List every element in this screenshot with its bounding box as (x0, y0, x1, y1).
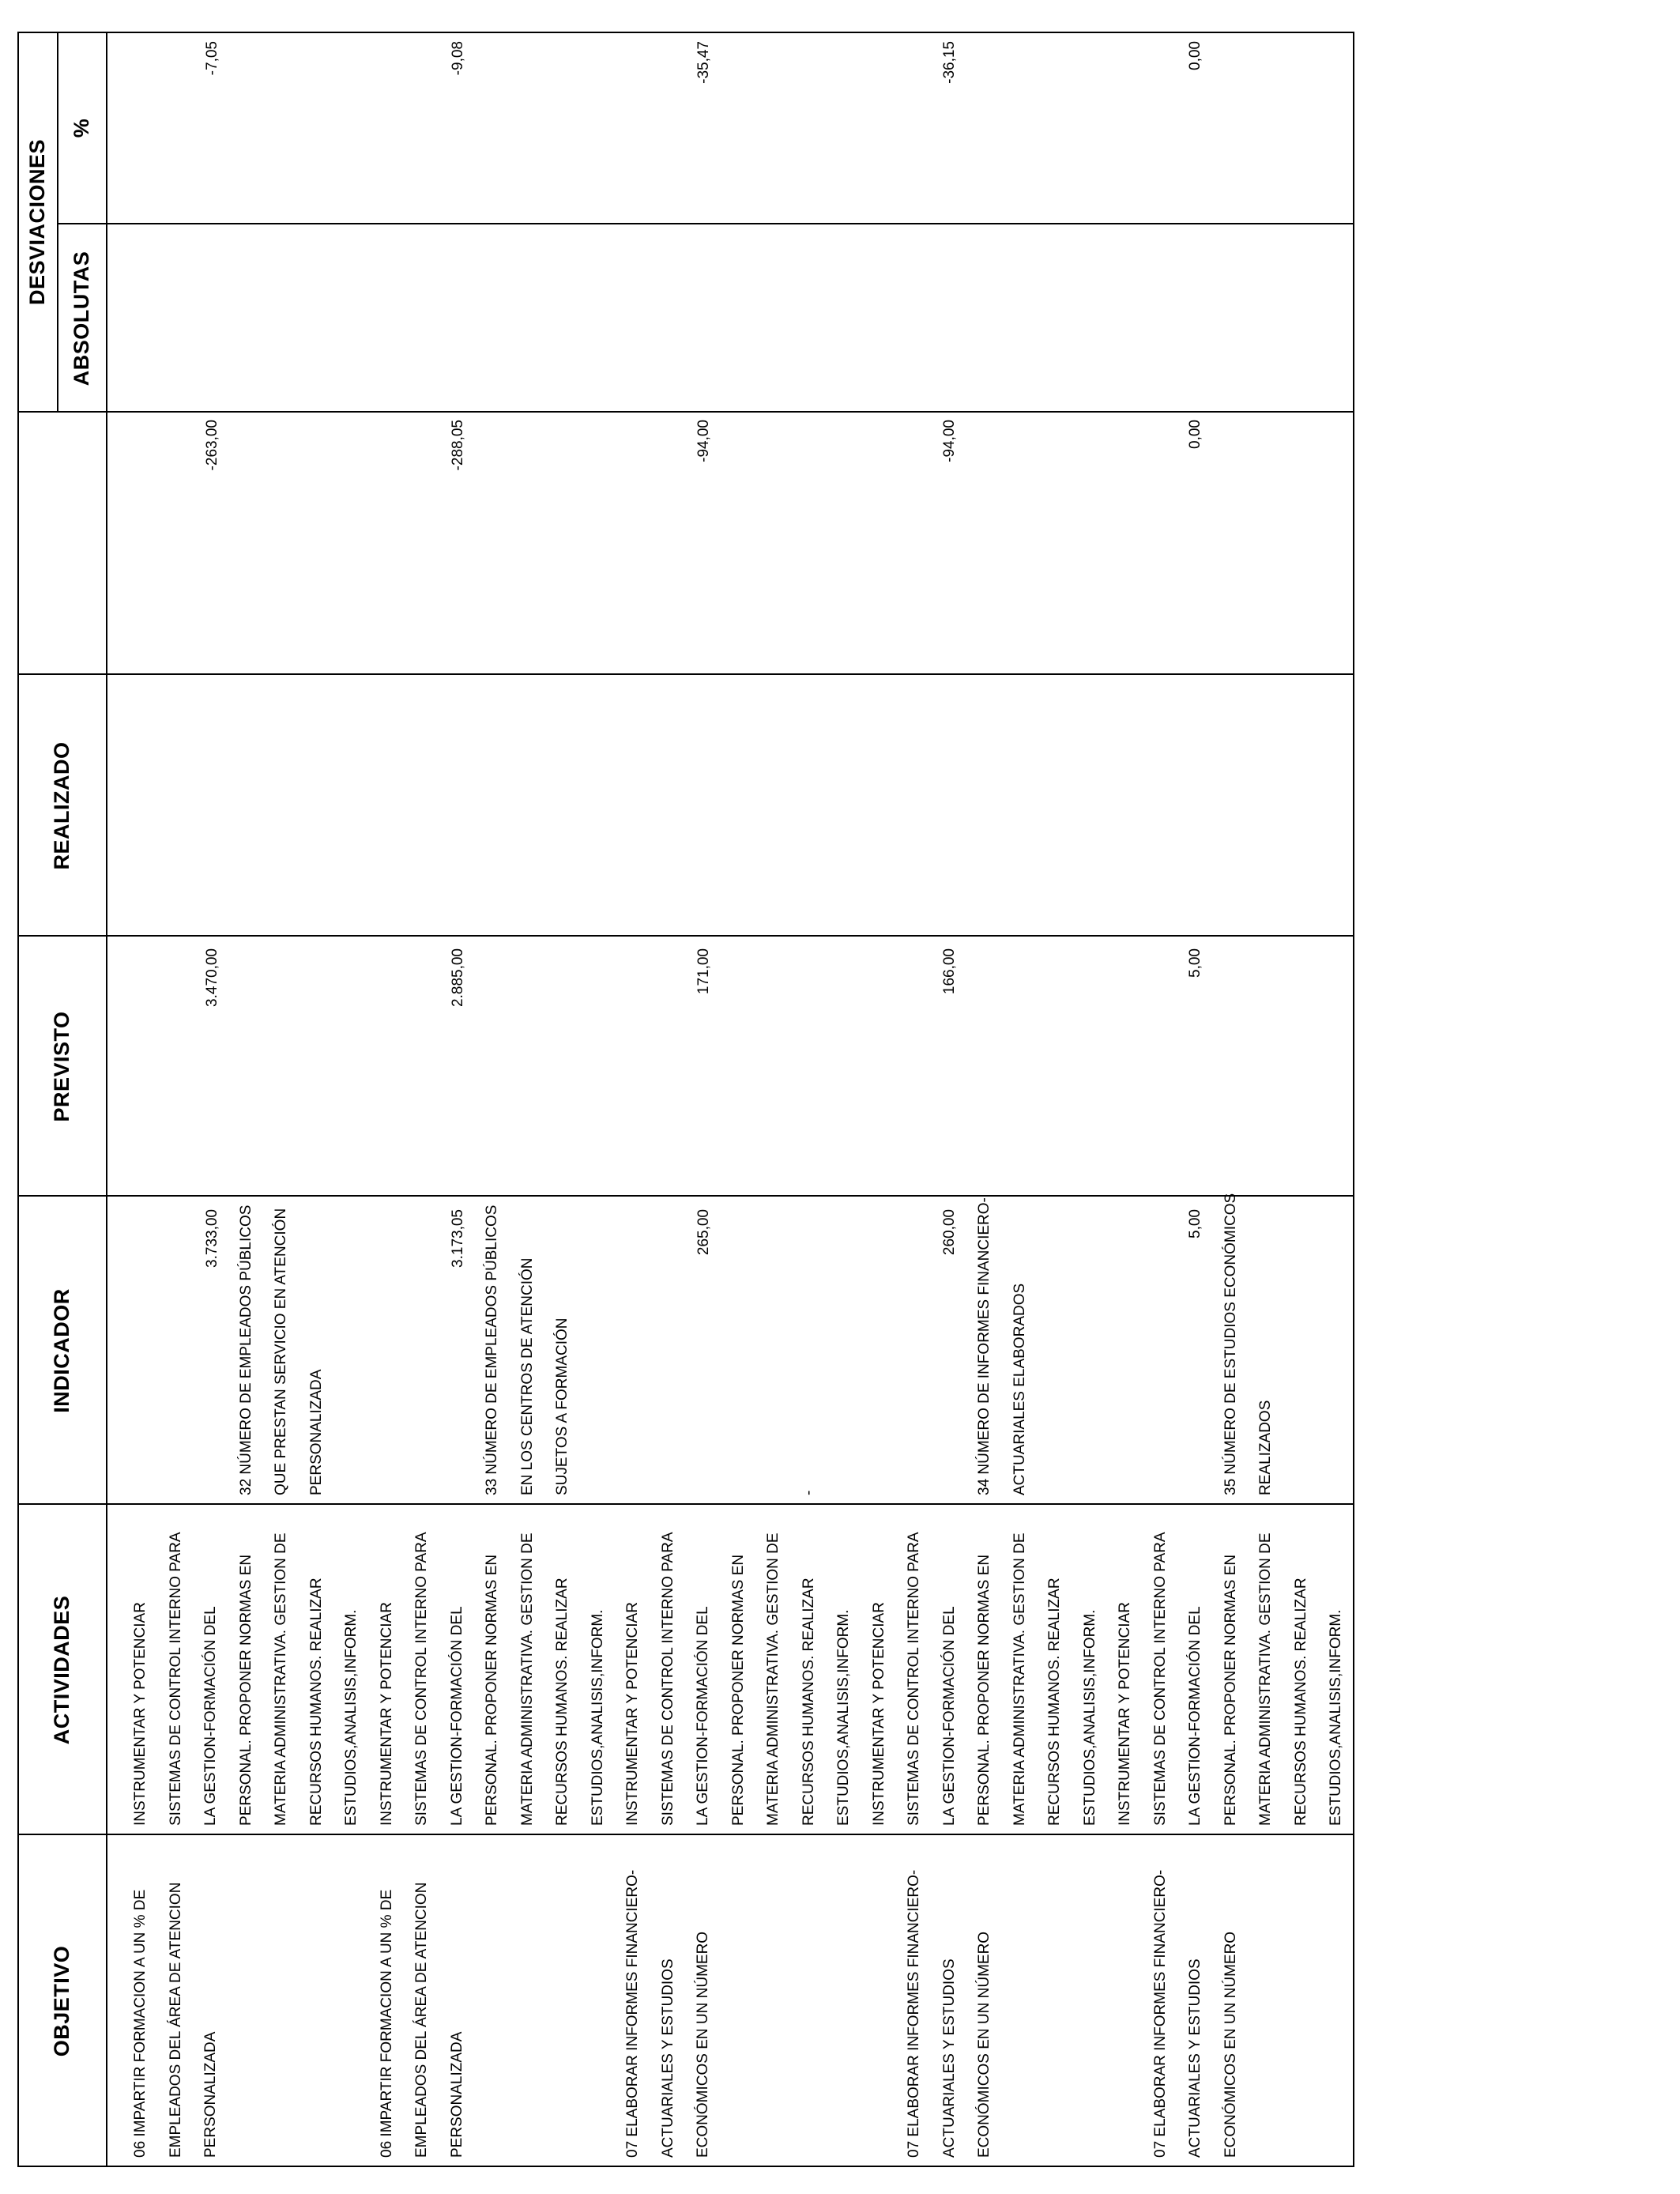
previsto-value: 260,00 (941, 1209, 958, 1256)
previsto-value: 3.173,05 (450, 1209, 466, 1268)
actividades-line: LA GESTION-FORMACIÓN DEL (202, 1606, 219, 1826)
objetivo-line: 07 ELABORAR INFORMES FINANCIERO- (624, 1869, 641, 2158)
rotated-page (17, 32, 1354, 2167)
actividades-line: MATERIA ADMINISTRATIVA. GESTION DE (765, 1532, 782, 1826)
column-divider (17, 1834, 1354, 1835)
indicador-line: 32 NÚMERO DE EMPLEADOS PÚBLICOS (237, 1204, 254, 1495)
deviation-table (17, 32, 1354, 2167)
column-divider (17, 1503, 1354, 1505)
objetivo-line: 06 IMPARTIR FORMACION A UN % DE (378, 1889, 395, 2158)
indicador-line (616, 1193, 651, 1495)
indicador-line (1108, 1193, 1143, 1495)
actividades-line: PERSONAL. PROPONER NORMAS EN (729, 1554, 747, 1826)
indicador-line (405, 1193, 440, 1495)
objetivo-line: PERSONALIZADA (202, 2031, 219, 2158)
indicador-line (159, 1193, 194, 1495)
absolutas-value: -94,00 (941, 420, 958, 462)
actividades-line: ESTUDIOS,ANALISIS,INFORM. (1081, 1609, 1098, 1826)
indicador-line: - (800, 1490, 817, 1495)
actividades-line: MATERIA ADMINISTRATIVA. GESTION DE (1011, 1532, 1028, 1826)
porcentaje-value: -7,05 (204, 41, 220, 76)
objetivo-line: ACTUARIALES Y ESTUDIOS (659, 1958, 676, 2158)
actividades-line: RECURSOS HUMANOS. REALIZAR (1292, 1578, 1309, 1826)
objetivo-line (756, 1870, 792, 2158)
table-border (17, 32, 1354, 2167)
previsto-value: 5,00 (1187, 1209, 1203, 1238)
actividades-line: INSTRUMENTAR Y POTENCIAR (870, 1602, 887, 1826)
realizado-value: 5,00 (1187, 948, 1203, 978)
actividades-line: PERSONAL. PROPONER NORMAS EN (484, 1554, 500, 1826)
actividades-line: MATERIA ADMINISTRATIVA. GESTION DE (273, 1532, 289, 1826)
actividades-line: SISTEMAS DE CONTROL INTERNO PARA (659, 1532, 676, 1826)
objetivo-line (792, 1870, 827, 2158)
actividades-column (123, 1532, 1354, 1826)
indicador-line (897, 1193, 932, 1495)
porcentaje-value: -36,15 (941, 41, 958, 84)
porcentaje-value: 0,00 (1187, 41, 1203, 70)
absolutas-value: -263,00 (204, 420, 220, 471)
actividades-line: SISTEMAS DE CONTROL INTERNO PARA (167, 1532, 184, 1826)
indicador-line (862, 1193, 898, 1495)
objetivo-line: ECONÓMICOS EN UN NÚMERO (1222, 1931, 1239, 2158)
objetivo-line (581, 1870, 616, 2158)
indicador-line (1178, 1193, 1214, 1495)
objetivo-line (299, 1870, 335, 2158)
porcentaje-value: -35,47 (695, 41, 712, 84)
porcentaje-value: -9,08 (450, 41, 466, 76)
actividades-line: PERSONAL. PROPONER NORMAS EN (1222, 1554, 1239, 1826)
indicador-line: 35 NÚMERO DE ESTUDIOS ECONÓMICOS (1222, 1193, 1239, 1495)
actividades-line: LA GESTION-FORMACIÓN DEL (940, 1606, 958, 1826)
indicador-line (721, 1193, 757, 1495)
actividades-line: PERSONAL. PROPONER NORMAS EN (976, 1554, 993, 1826)
indicador-line: 33 NÚMERO DE EMPLEADOS PÚBLICOS (484, 1204, 500, 1495)
objetivo-line (862, 1870, 898, 2158)
actividades-line: SISTEMAS DE CONTROL INTERNO PARA (413, 1532, 430, 1826)
indicador-line (827, 1193, 862, 1495)
previsto-value: 3.733,00 (204, 1209, 220, 1268)
indicador-line: QUE PRESTAN SERVICIO EN ATENCIÓN (273, 1208, 289, 1495)
actividades-line: RECURSOS HUMANOS. REALIZAR (554, 1578, 571, 1826)
actividades-line: RECURSOS HUMANOS. REALIZAR (1046, 1578, 1063, 1826)
actividades-line: LA GESTION-FORMACIÓN DEL (448, 1606, 465, 1826)
objetivo-line: PERSONALIZADA (448, 2031, 465, 2158)
realizado-value: 3.470,00 (204, 948, 220, 1007)
header-absolutas: ABSOLUTAS (69, 251, 93, 386)
actividades-line: INSTRUMENTAR Y POTENCIAR (624, 1602, 641, 1826)
objetivo-line (1003, 1870, 1038, 2158)
actividades-line: RECURSOS HUMANOS. REALIZAR (307, 1578, 325, 1826)
column-divider (17, 411, 1354, 413)
objetivo-line: ECONÓMICOS EN UN NÚMERO (976, 1931, 993, 2158)
indicador-line (370, 1193, 405, 1495)
indicador-line (581, 1193, 616, 1495)
absolutas-value: -288,05 (450, 420, 466, 471)
header-realizado: REALIZADO (49, 741, 73, 870)
actividades-line: INSTRUMENTAR Y POTENCIAR (132, 1602, 149, 1826)
indicador-line: REALIZADOS (1257, 1400, 1274, 1495)
realizado-value: 171,00 (695, 948, 712, 995)
column-divider (17, 935, 1354, 937)
objetivo-line: 07 ELABORAR INFORMES FINANCIERO- (906, 1869, 922, 2158)
actividades-line: ESTUDIOS,ANALISIS,INFORM. (835, 1609, 852, 1826)
objetivo-line: EMPLEADOS DEL ÁREA DE ATENCION (167, 1882, 184, 2158)
objetivo-line (1038, 1870, 1073, 2158)
indicador-line (1038, 1193, 1073, 1495)
header-desviaciones: DESVIACIONES (24, 138, 49, 306)
indicador-line (651, 1193, 687, 1495)
realizado-value: 166,00 (941, 948, 958, 995)
actividades-line: ESTUDIOS,ANALISIS,INFORM. (589, 1609, 606, 1826)
indicador-line (1143, 1193, 1179, 1495)
objetivo-line (264, 1870, 299, 2158)
objetivo-line: 07 ELABORAR INFORMES FINANCIERO- (1151, 1869, 1169, 2158)
indicador-line: EN LOS CENTROS DE ATENCIÓN (518, 1257, 536, 1495)
objetivo-line: ACTUARIALES Y ESTUDIOS (1187, 1958, 1203, 2158)
indicador-line (334, 1193, 370, 1495)
header-previsto: PREVISTO (49, 1011, 73, 1122)
previsto-value: 265,00 (695, 1209, 712, 1256)
objetivo-line (334, 1870, 370, 2158)
header-indicador: INDICADOR (49, 1288, 73, 1413)
header-divider (106, 32, 107, 413)
objetivo-line (1073, 1870, 1109, 2158)
actividades-line: MATERIA ADMINISTRATIVA. GESTION DE (1257, 1532, 1274, 1826)
objetivo-column (123, 1870, 1249, 2158)
header-actividades: ACTIVIDADES (49, 1595, 73, 1745)
objetivo-line (827, 1870, 862, 2158)
absolutas-value: -94,00 (695, 420, 712, 462)
objetivo-line: ECONÓMICOS EN UN NÚMERO (695, 1931, 711, 2158)
header-objetivo: OBJETIVO (49, 1945, 73, 2057)
indicador-line (756, 1193, 792, 1495)
objetivo-line (229, 1870, 265, 2158)
realizado-value: 2.885,00 (450, 948, 466, 1007)
objetivo-line: EMPLEADOS DEL ÁREA DE ATENCION (413, 1882, 430, 2158)
actividades-line: INSTRUMENTAR Y POTENCIAR (1117, 1602, 1133, 1826)
indicador-line (1073, 1193, 1109, 1495)
actividades-line: ESTUDIOS,ANALISIS,INFORM. (1328, 1609, 1344, 1826)
indicador-line: ACTUARIALES ELABORADOS (1011, 1283, 1028, 1495)
actividades-line: LA GESTION-FORMACIÓN DEL (1187, 1606, 1203, 1826)
indicador-line: 34 NÚMERO DE INFORMES FINANCIERO- (976, 1197, 993, 1495)
actividades-line: RECURSOS HUMANOS. REALIZAR (800, 1578, 817, 1826)
actividades-line: MATERIA ADMINISTRATIVA. GESTION DE (518, 1532, 536, 1826)
actividades-line: INSTRUMENTAR Y POTENCIAR (378, 1602, 395, 1826)
indicador-line: PERSONALIZADA (307, 1369, 325, 1495)
indicador-line (123, 1193, 159, 1495)
objetivo-line (545, 1870, 581, 2158)
actividades-line: PERSONAL. PROPONER NORMAS EN (237, 1554, 254, 1826)
actividades-line: SISTEMAS DE CONTROL INTERNO PARA (1151, 1532, 1169, 1826)
indicador-line: SUJETOS A FORMACIÓN (554, 1318, 571, 1495)
objetivo-line (721, 1870, 757, 2158)
objetivo-line: 06 IMPARTIR FORMACION A UN % DE (132, 1889, 149, 2158)
objetivo-line: ACTUARIALES Y ESTUDIOS (940, 1958, 958, 2158)
objetivo-line (1108, 1870, 1143, 2158)
actividades-line: SISTEMAS DE CONTROL INTERNO PARA (906, 1532, 922, 1826)
objetivo-line (510, 1870, 546, 2158)
actividades-line: ESTUDIOS,ANALISIS,INFORM. (343, 1609, 360, 1826)
header-divider (106, 413, 107, 2167)
column-divider (17, 673, 1354, 675)
column-divider (57, 223, 1354, 224)
header-porcentaje: % (69, 118, 93, 138)
actividades-line: LA GESTION-FORMACIÓN DEL (695, 1606, 711, 1826)
absolutas-value: 0,00 (1187, 420, 1203, 449)
objetivo-line (475, 1870, 510, 2158)
